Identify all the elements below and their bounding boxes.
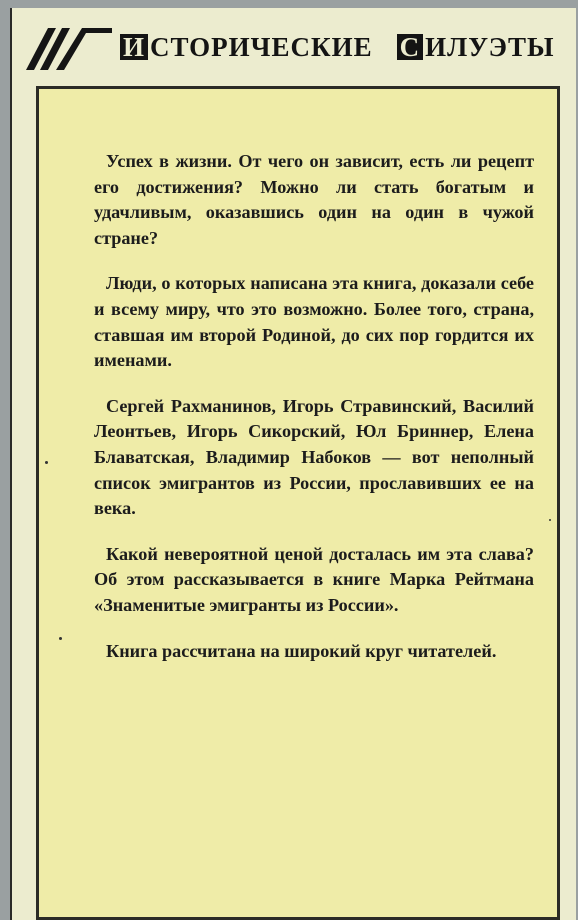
series-header xyxy=(12,8,576,78)
print-speck xyxy=(59,637,62,640)
annotation-text xyxy=(94,149,534,684)
annotation-panel xyxy=(36,86,560,920)
series-title-word-2: ИЛУЭТЫ xyxy=(425,32,555,62)
paragraph: Успех в жизни. От чего он зависит, есть ли рецепт его достижения? Можно ли стать богатым и удачливым, оказавшись один на один в чужой стране? xyxy=(94,151,534,248)
diagonal-stripes-logo-icon xyxy=(26,24,112,72)
print-speck xyxy=(549,519,551,521)
series-title-initial-1: И xyxy=(120,34,148,60)
paragraph: Какой невероятной ценой досталась им эта слава? Об этом рассказывается в книге Марка Рейтмана «Знаменитые эмигранты из России». xyxy=(94,543,534,615)
series-title-initial-2: С xyxy=(397,34,424,60)
series-title-word-1: СТОРИЧЕСКИЕ xyxy=(150,32,373,62)
series-title xyxy=(120,32,555,63)
book-back-cover xyxy=(10,8,576,920)
paragraph: Люди, о которых написана эта книга, доказали себе и всему миру, что это возможно. Более того, страна, ставшая им второй Родиной, до сих пор гордится их именами. xyxy=(94,273,534,371)
paragraph: Книга рассчитана на широкий круг читателей. xyxy=(106,640,497,661)
paragraph: Сергей Рахманинов, Игорь Стравинский, Василий Леонтьев, Игорь Сикорский, Юл Бриннер, Елена Блаватская, Владимир Набоков — вот неполный список эмигрантов из России, прославивших ее на века. xyxy=(94,395,534,519)
print-speck xyxy=(45,461,48,464)
